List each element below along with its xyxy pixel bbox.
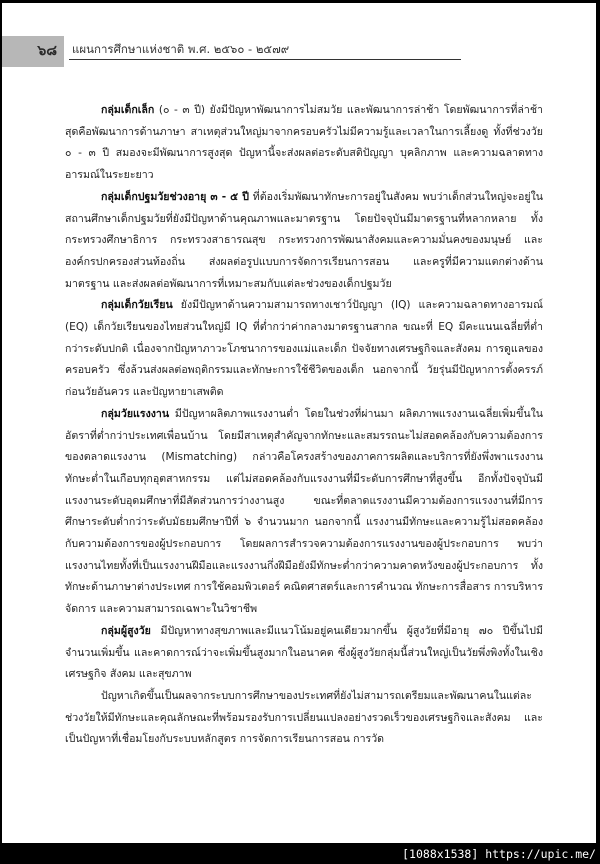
- paragraph-school-age: [65, 295, 543, 404]
- document-page: [2, 3, 596, 843]
- paragraph-heading: กลุ่มผู้สูงวัย: [101, 624, 151, 637]
- header-divider: [69, 59, 461, 60]
- paragraph-text: ปัญหาเกิดขึ้นเป็นผลจากระบบการศึกษาของประเทศที่ยังไม่สามารถเตรียมและพัฒนาคนในแต่ละช่วงวัยให้มีทักษะและคุณลักษณะที่พร้อมรองรับการเปลี่ยนแปลงอย่างรวดเร็วของเศรษฐกิจและสังคม และเป็นปัญหาที่เชื่อมโยงกับระบบหลักสูตร การจัดการเรียนการสอน การวัด: [65, 689, 543, 746]
- paragraph-text: มีปัญหาทางสุขภาพและมีแนวโน้มอยู่คนเดียวมากขึ้น ผู้สูงวัยที่มีอายุ ๗๐ ปีขึ้นไปมีจำนวนเพิ่มขึ้น และคาดการณ์ว่าจะเพิ่มขึ้นสูงมากในอนาคต ซึ่งผู้สูงวัยกลุ่มนี้ส่วนใหญ่เป็นวัยพึ่งพิงทั้งในเชิงเศรษฐกิจ สังคม และสุขภาพ: [65, 624, 543, 681]
- image-host-watermark: [1088x1538] https://upic.me/: [402, 847, 596, 861]
- page-number-box: [2, 36, 64, 67]
- page-number: ๖๘: [37, 43, 57, 59]
- paragraph-education-system: [65, 686, 543, 751]
- running-header-title: แผนการศึกษาแห่งชาติ พ.ศ. ๒๕๖๐ - ๒๕๗๙: [72, 42, 290, 56]
- body-text: [65, 100, 543, 751]
- paragraph-text: (๐ - ๓ ปี) ยังมีปัญหาพัฒนาการไม่สมวัย และพัฒนาการล่าช้า โดยพัฒนาการที่ล่าช้าสุดคือพัฒนาการด้านภาษา สาเหตุส่วนใหญ่มาจากครอบครัวไม่มีความรู้และเวลาในการเลี้ยงดู ทั้งที่ช่วงวัย ๐ - ๓ ปี สมองจะมีพัฒนาการสูงสุด ปัญหานี้จะส่งผลต่อระดับสติปัญญา บุคลิกภาพ และความฉลาดทางอารมณ์ในระยะยาว: [65, 104, 543, 182]
- paragraph-text: ยังมีปัญหาด้านความสามารถทางเชาว์ปัญญา (IQ) และความฉลาดทางอารมณ์ (EQ) เด็กวัยเรียนของไทยส่วนใหญ่มี IQ ที่ต่ำกว่าค่ากลางมาตรฐานสากล ขณะที่ EQ มีคะแนนเฉลี่ยที่ต่ำกว่าระดับปกติ เนื่องจากปัญหาภาวะโภชนาการของแม่และเด็ก ปัจจัยทางเศรษฐกิจและสังคม การดูแลของครอบครัว ซึ่งล้วนส่งผลต่อพฤติกรรมและทักษะการใช้ชีวิตของเด็ก นอกจากนี้ วัยรุ่นมีปัญหาการตั้งครรภ์ก่อนวัยอันควร และปัญหายาเสพติด: [65, 299, 543, 399]
- paragraph-heading: กลุ่มวัยแรงงาน: [101, 407, 170, 420]
- paragraph-text: ที่ต้องเริ่มพัฒนาทักษะการอยู่ในสังคม พบว่าเด็กส่วนใหญ่จะอยู่ในสถานศึกษาเด็กปฐมวัยที่ยังมีปัญหาด้านคุณภาพและมาตรฐาน โดยปัจจุบันมีมาตรฐานที่หลากหลาย ทั้งกระทรวงศึกษาธิการ กระทรวงสาธารณสุข กระทรวงการพัฒนาสังคมและความมั่นคงของมนุษย์ และองค์กรปกครองส่วนท้องถิ่น ส่งผลต่อรูปแบบการจัดการเรียนการสอน และครูที่มีความแตกต่างด้านมาตรฐาน และส่งผลต่อพัฒนาการที่เหมาะสมกับแต่ละช่วงของเด็กปฐมวัย: [65, 190, 543, 290]
- paragraph-working-age: [65, 404, 543, 621]
- paragraph-heading: กลุ่มเด็กปฐมวัยช่วงอายุ ๓ - ๕ ปี: [101, 190, 249, 203]
- paragraph-early-childhood: [65, 187, 543, 296]
- paragraph-text: มีปัญหาผลิตภาพแรงงานต่ำ โดยในช่วงที่ผ่านมา ผลิตภาพแรงงานเฉลี่ยเพิ่มขึ้นในอัตราที่ต่ำกว่าประเทศเพื่อนบ้าน โดยมีสาเหตุสำคัญจากทักษะและสมรรถนะไม่สอดคล้องกับความต้องการของตลาดแรงงาน (Mismatching) กล่าวคือโครงสร้างของภาคการผลิตและบริการที่ยังพึ่งพาแรงงานทักษะต่ำในเกือบทุกอุตสาหกรรม แต่ไม่สอดคล้องกับแรงงานที่มีระดับการศึกษาที่สูงขึ้น อีกทั้งปัจจุบันมีแรงงานระดับอุดมศึกษาที่มีสัดส่วนการว่างงานสูง ขณะที่ตลาดแรงงานมีความต้องการแรงงานที่มีการศึกษาระดับต่ำกว่าระดับมัธยมศึกษาปีที่ ๖ จำนวนมาก นอกจากนี้ แรงงานมีทักษะและความรู้ไม่สอดคล้องกับความต้องการของผู้ประกอบการ โดยผลการสำรวจความต้องการแรงงานของผู้ประกอบการ พบว่า แรงงานไทยทั้งที่เป็นแรงงานฝีมือและแรงงานกึ่งฝีมือยังมีทักษะต่ำกว่าความคาดหวังของผู้ประกอบการ ทั้งทักษะด้านภาษาต่างประเทศ การใช้คอมพิวเตอร์ คณิตศาสตร์และการคำนวณ ทักษะการสื่อสาร การบริหารจัดการ และความสามารถเฉพาะในวิชาชีพ: [65, 407, 544, 616]
- paragraph-heading: กลุ่มเด็กเล็ก: [101, 104, 155, 116]
- paragraph-young-children: [65, 100, 543, 187]
- paragraph-elderly: [65, 621, 543, 686]
- paragraph-heading: กลุ่มเด็กวัยเรียน: [101, 299, 173, 312]
